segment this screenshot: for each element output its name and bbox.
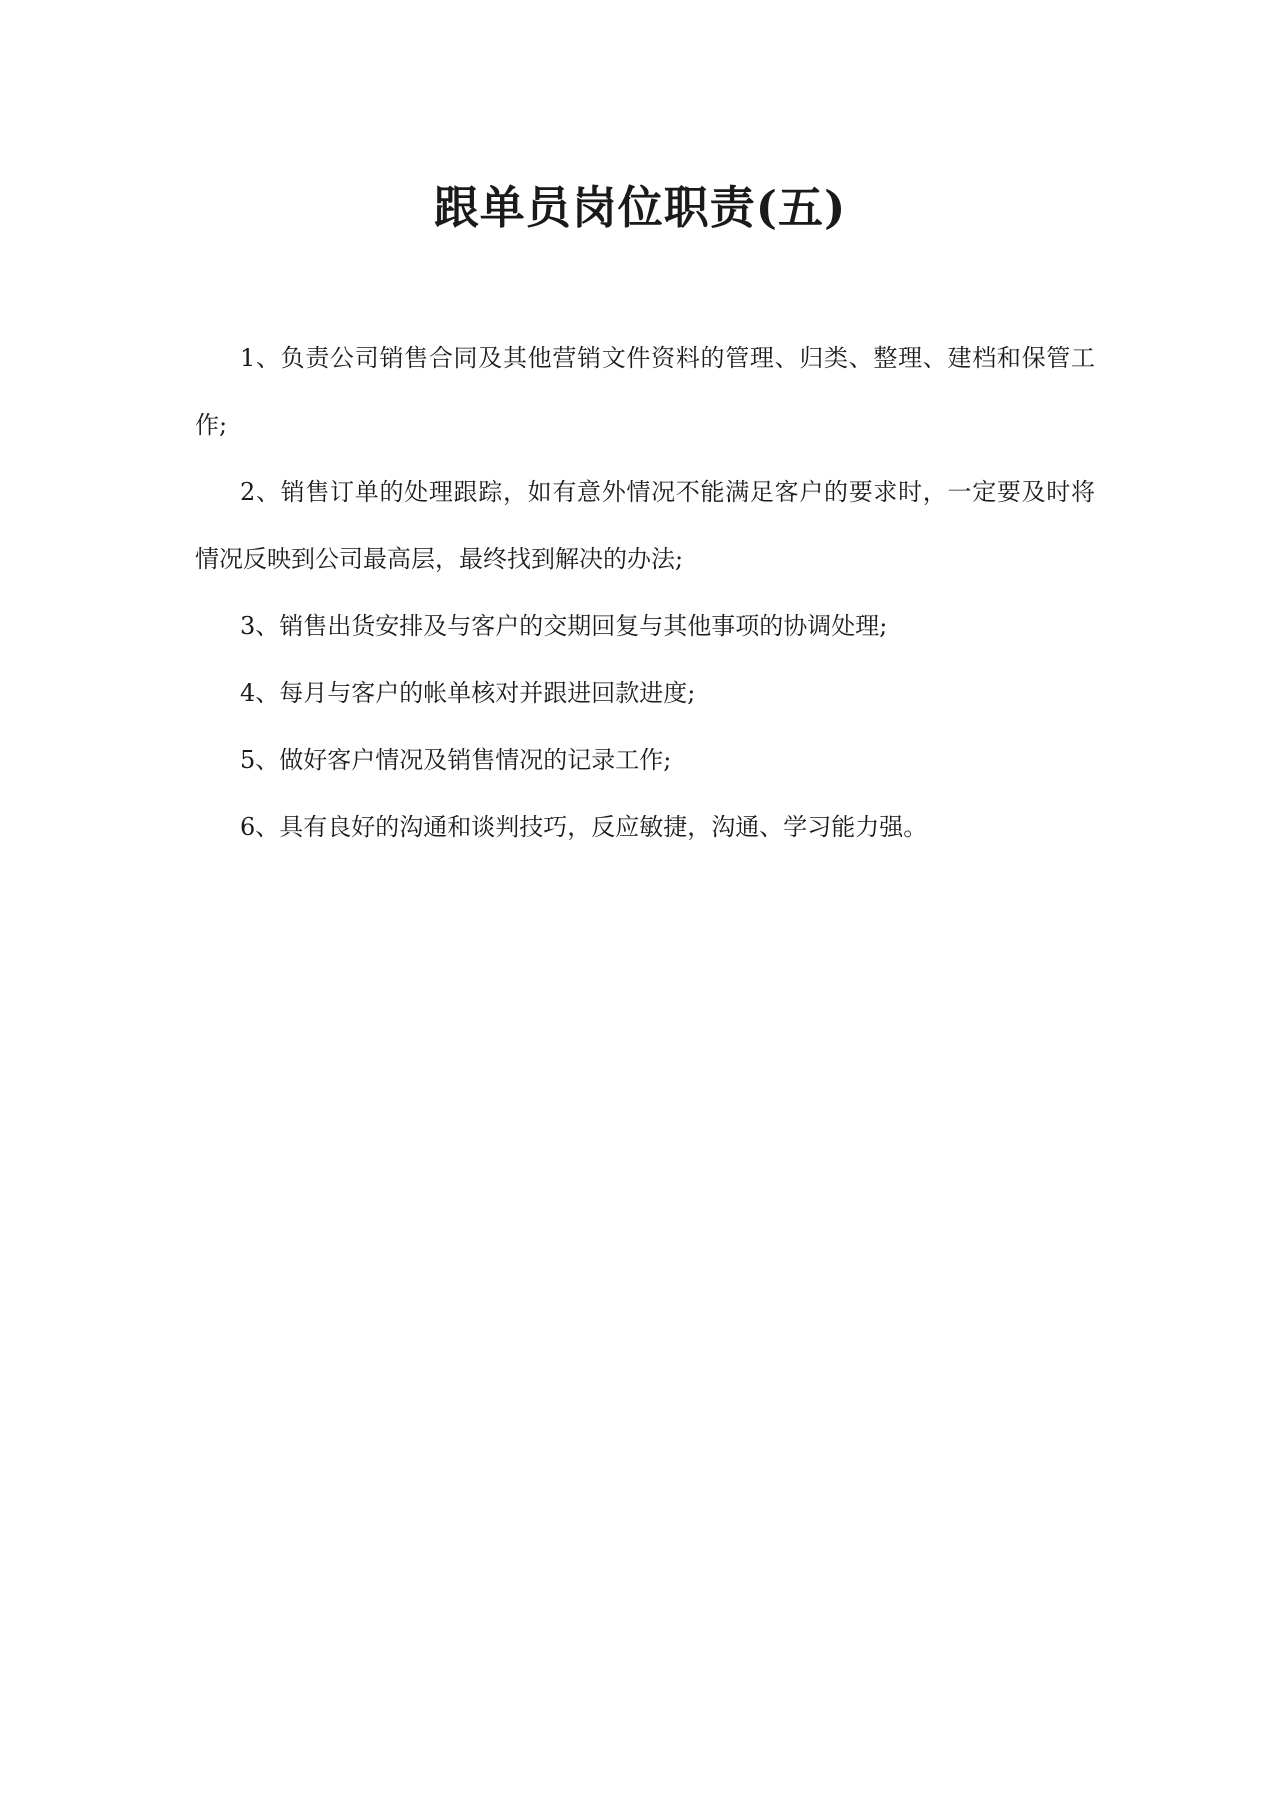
duty-item-2: 2、销售订单的处理跟踪，如有意外情况不能满足客户的要求时，一定要及时将情况反映到公司最高层，最终找到解决的办法;	[195, 478, 1095, 573]
duty-item-1: 1、负责公司销售合同及其他营销文件资料的管理、归类、整理、建档和保管工作;	[195, 344, 1095, 439]
duty-item-3: 3、销售出货安排及与客户的交期回复与其他事项的协调处理;	[240, 612, 888, 640]
duty-list	[195, 325, 1095, 861]
duty-item-6: 6、具有良好的沟通和谈判技巧，反应敏捷，沟通、学习能力强。	[240, 813, 928, 841]
duty-item-4: 4、每月与客户的帐单核对并跟进回款进度;	[240, 679, 696, 707]
page-title: 跟单员岗位职责(五)	[433, 181, 847, 234]
duty-item-5: 5、做好客户情况及销售情况的记录工作;	[240, 746, 672, 774]
